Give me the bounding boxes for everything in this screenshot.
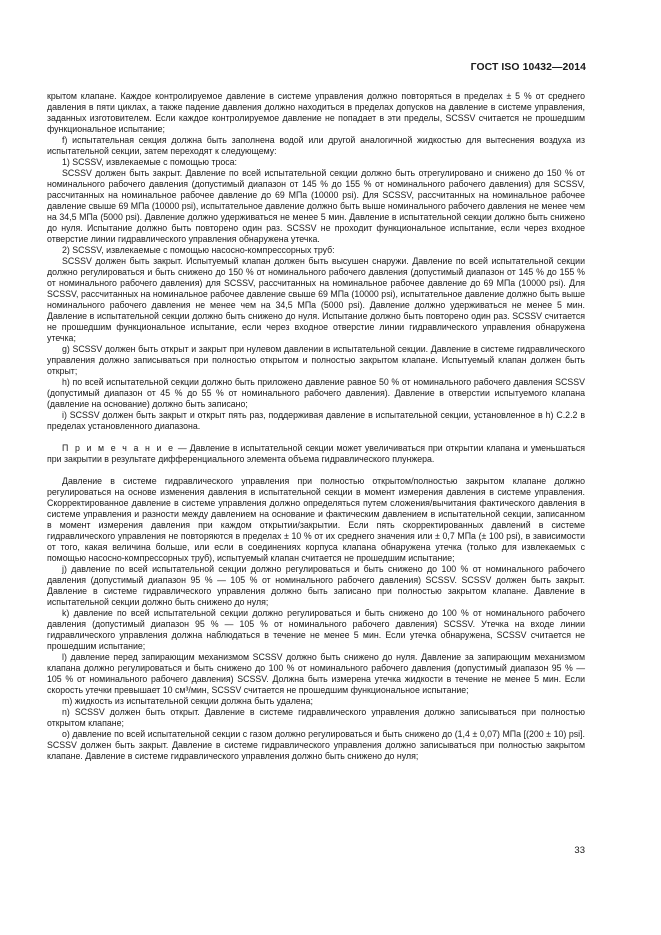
paragraph-item-f: f) испытательная секция должна быть заполнена водой или другой аналогичной жидкостью для вытеснения воздуха из испытательной секции, затем переходят к следующему: (47, 135, 585, 156)
paragraph-item-i: i) SCSSV должен быть закрыт и открыт пять раз, поддерживая давление в испытательной секции, установленное в h) C.2.2 в пределах установленного диапазона. (47, 410, 585, 431)
note-text: — Давление в испытательной секции может увеличиваться при открытии клапана и уменьшаться при закрытии в результате дифференциального элемента объема гидравлического плунжера. (47, 443, 586, 464)
paragraph-subitem-2: 2) SCSSV, извлекаемые с помощью насосно-компрессорных труб: (62, 245, 335, 255)
paragraph-item-n: n) SCSSV должен быть открыт. Давление в системе гидравлического управления должно записываться при полностью открытом клапане; (47, 707, 585, 728)
note-paragraph (47, 443, 585, 465)
standard-header: ГОСТ ISO 10432—2014 (470, 62, 586, 73)
paragraph-continuation: крытом клапане. Каждое контролируемое давление в системе управления должно повторяться в пределах ± 5 % от среднего давления в пяти циклах, а также падение давления должно находиться в пределах допусков на давление в системе управления, заданных изготовителем. Если каждое контролируемое давление не попадает в эти пределы, SCSSV считается не прошедшим функциональное испытание; (47, 91, 585, 134)
paragraph-item-m: m) жидкость из испытательной секции должна быть удалена; (62, 696, 313, 706)
paragraph-subitem-1: 1) SCSSV, извлекаемые с помощью троса: (62, 157, 237, 167)
paragraph-wireline-procedure: SCSSV должен быть закрыт. Давление по всей испытательной секции должно быть отрегулировано и снижено до 150 % от номинального рабочего давления (допустимый диапазон от 145 % до 155 % от номинального рабочего давления) для SCSSV, рассчитанных на номинальное рабочее давление до 69 МПа (10000 psi). Для SCSSV, рассчитанных на номинальное рабочее давление свыше 69 МПа (10000 psi), испытательное давление должно быть выше номинального рабочего давления не менее чем на 34,5 МПа (5000 psi). Давление должно удерживаться не менее 5 мин. Давление в испытательной секции должно быть снижено до нуля. Испытание должно быть повторено один раз. SCSSV не проходит функциональное испытание, если через входное отверстие линии гидравлического управления обнаружена утечка. (47, 168, 585, 244)
paragraph-item-o: o) давление по всей испытательной секции с газом должно регулироваться и быть снижено до (1,4 ± 0,07) МПа [(200 ± 10) psi]. SCSSV должен быть закрыт. Давление в системе гидравлического управления должно записываться при полностью закрытом клапане. Давление в системе гидравлического управления должно быть снижено до нуля; (47, 729, 585, 761)
page-number: 33 (574, 845, 585, 856)
paragraph-item-j: j) давление по всей испытательной секции должно регулироваться и быть снижено до 100 % от номинального рабочего давления (допустимый диапазон 95 % — 105 % от номинального рабочего давления) SCSSV. SCSSV должен быть закрыт. Давление в системе гидравлического управления должно быть записано при полностью закрытом клапане. Давление в испытательной секции должно быть снижено до нуля; (47, 564, 585, 607)
paragraph-corrected-pressure: Давление в системе гидравлического управления при полностью открытом/полностью закрытом клапане должно регулироваться на основе изменения давления в испытательной секции в момент измерения давления в системе управления. Скорректированное давление в системе управления должно определяться путем сложения/вычитания фактического давления в системе управления и разности между давлением на основание и фактическим давлением в испытательной секции, записанном в момент измерения давления при каждом открытии/закрытии. Если пять скорректированных давлений в системе гидравлического управления не повторяются в пределах ± 10 % от их среднего значения или ± 0,7 МПа (± 100 psi), в зависимости от того, какая величина больше, или если в соединениях корпуса клапана обнаружена утечка (только для извлекаемых с помощью насосно-компрессорных труб), испытуемый клапан считается не прошедшим испытание; (47, 476, 585, 563)
paragraph-item-l: l) давление перед запирающим механизмом SCSSV должно быть снижено до нуля. Давление за запирающим механизмом клапана должно регулироваться и быть снижено до 100 % от номинального рабочего давления (допустимый диапазон 95 % — 105 % от номинального рабочего давления) SCSSV. Должна быть измерена утечка жидкости в течение не менее 5 мин. Если скорость утечки превышает 10 см³/мин, SCSSV считается не прошедшим функциональное испытание; (47, 652, 585, 695)
paragraph-tubing-procedure: SCSSV должен быть закрыт. Испытуемый клапан должен быть высушен снаружи. Давление по всей испытательной секции должно регулироваться и быть снижено до 150 % от номинального рабочего давления (допустимый диапазон от 145 % до 155 % от номинального рабочего давления) для SCSSV, рассчитанных на номинальное рабочее давление до 69 МПа (10000 psi). Для SCSSV, рассчитанных на номинальное рабочее давление свыше 69 МПа (10000 psi), испытательное давление должно быть выше номинального рабочего давления не менее чем на 34,5 МПа (5000 psi). Давление должно удерживаться не менее 5 мин. Давление в испытательной секции должно быть снижено до нуля. Испытание должно быть повторено один раз. SCSSV считается не прошедшим функциональное испытание, если через входное отверстие линии гидравлического управления обнаружена утечка; (47, 256, 585, 343)
paragraph-item-k: k) давление по всей испытательной секции должно регулироваться и быть снижено до 100 % от номинального рабочего давления (допустимый диапазон 95 % — 105 % от номинального рабочего давления) SCSSV. Утечка на входе линии гидравлического управления должна наблюдаться в течение не менее 5 мин. Если утечка обнаружена, SCSSV считается не прошедшим испытание; (47, 608, 585, 651)
paragraph-item-h: h) по всей испытательной секции должно быть приложено давление равное 50 % от номинального рабочего давления SCSSV (допустимый диапазон от 45 % до 55 % от номинального рабочего давления). Давление в отверстии испытуемого клапана (давление на основание) должно быть записано; (47, 377, 585, 409)
note-label: П р и м е ч а н и е (62, 443, 175, 453)
document-body (47, 91, 585, 762)
paragraph-item-g: g) SCSSV должен быть открыт и закрыт при нулевом давлении в испытательной секции. Давление в системе гидравлического управления должно записываться при полностью открытом и полностью закрытом клапане. Испытуемый клапан должен быть открыт; (47, 344, 585, 376)
